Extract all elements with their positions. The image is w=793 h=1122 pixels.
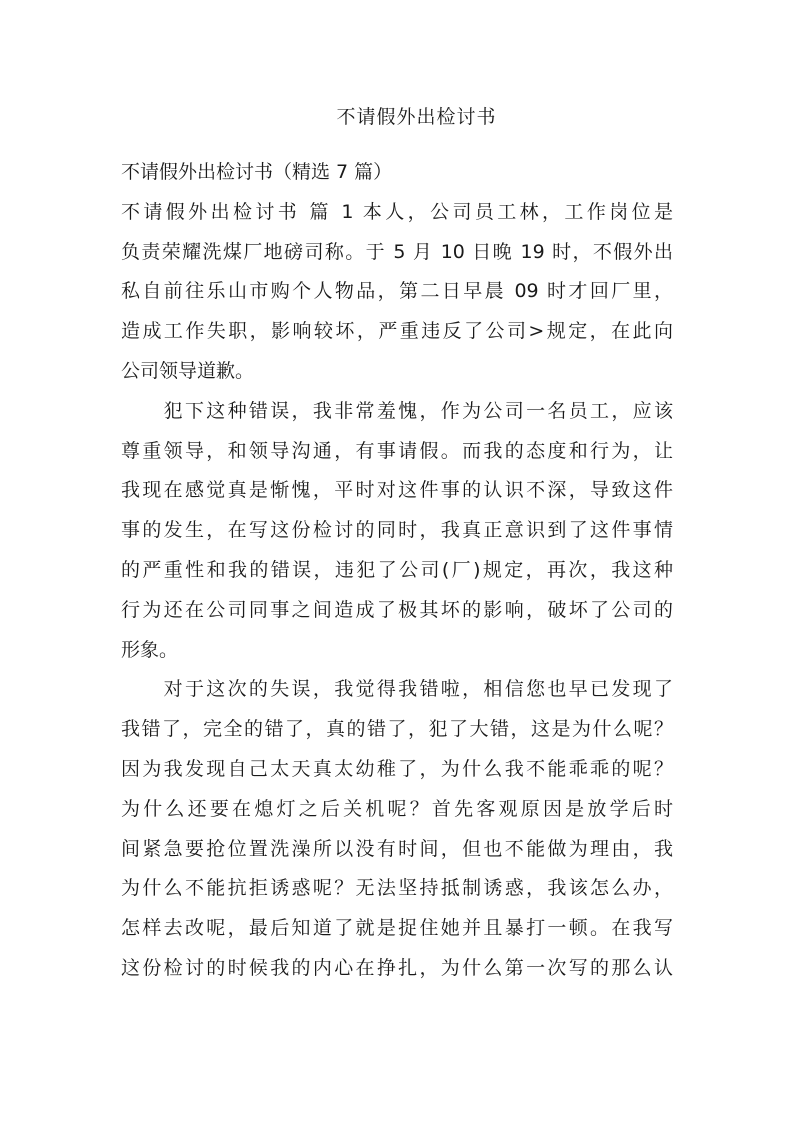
document-title: 不请假外出检讨书 (336, 106, 497, 128)
text-line: 这份检讨的时候我的内心在挣扎，为什么第一次写的那么认 (121, 956, 673, 979)
text-line: 间紧急要抢位置洗澡所以没有时间，但也不能做为理由，我 (121, 837, 673, 860)
text-line: 造成工作失职，影响较坏，严重违反了公司>规定，在此向 (121, 320, 673, 343)
text-line: 为什么不能抗拒诱惑呢？无法坚持抵制诱惑，我该怎么办， (121, 877, 673, 900)
text-line: 公司领导道歉。 (121, 359, 255, 382)
text-line: 对于这次的失误，我觉得我错啦，相信您也早已发现了 (121, 678, 673, 701)
text-line: 私自前往乐山市购个人物品，第二日早晨 09 时才回厂里， (121, 280, 673, 303)
text-line: 的严重性和我的错误，违犯了公司(厂)规定，再次，我这种 (121, 558, 673, 581)
text-line: 我错了，完全的错了，真的错了，犯了大错，这是为什么呢？ (121, 718, 673, 741)
text-line: 不请假外出检讨书 篇 1 本人，公司员工林，工作岗位是 (121, 200, 673, 223)
text-line: 犯下这种错误，我非常羞愧，作为公司一名员工，应该 (121, 399, 673, 422)
text-line: 尊重领导，和领导沟通，有事请假。而我的态度和行为，让 (121, 439, 673, 462)
text-line: 行为还在公司同事之间造成了极其坏的影响，破坏了公司的 (121, 598, 673, 621)
text-line: 形象。 (121, 638, 179, 661)
text-line: 不请假外出检讨书（精选 7 篇） (121, 161, 393, 183)
text-line: 我现在感觉真是惭愧，平时对这件事的认识不深，导致这件 (121, 479, 673, 502)
document-body (121, 153, 673, 989)
text-line: 事的发生，在写这份检讨的同时，我真正意识到了这件事情 (121, 519, 673, 542)
text-line: 为什么还要在熄灯之后关机呢？首先客观原因是放学后时 (121, 797, 673, 820)
text-line: 怎样去改呢，最后知道了就是捉住她并且暴打一顿。在我写 (121, 917, 673, 940)
text-line: 因为我发现自己太天真太幼稚了，为什么我不能乖乖的呢？ (121, 757, 673, 780)
text-line: 负责荣耀洗煤厂地磅司称。于 5 月 10 日晚 19 时，不假外出 (121, 240, 673, 263)
